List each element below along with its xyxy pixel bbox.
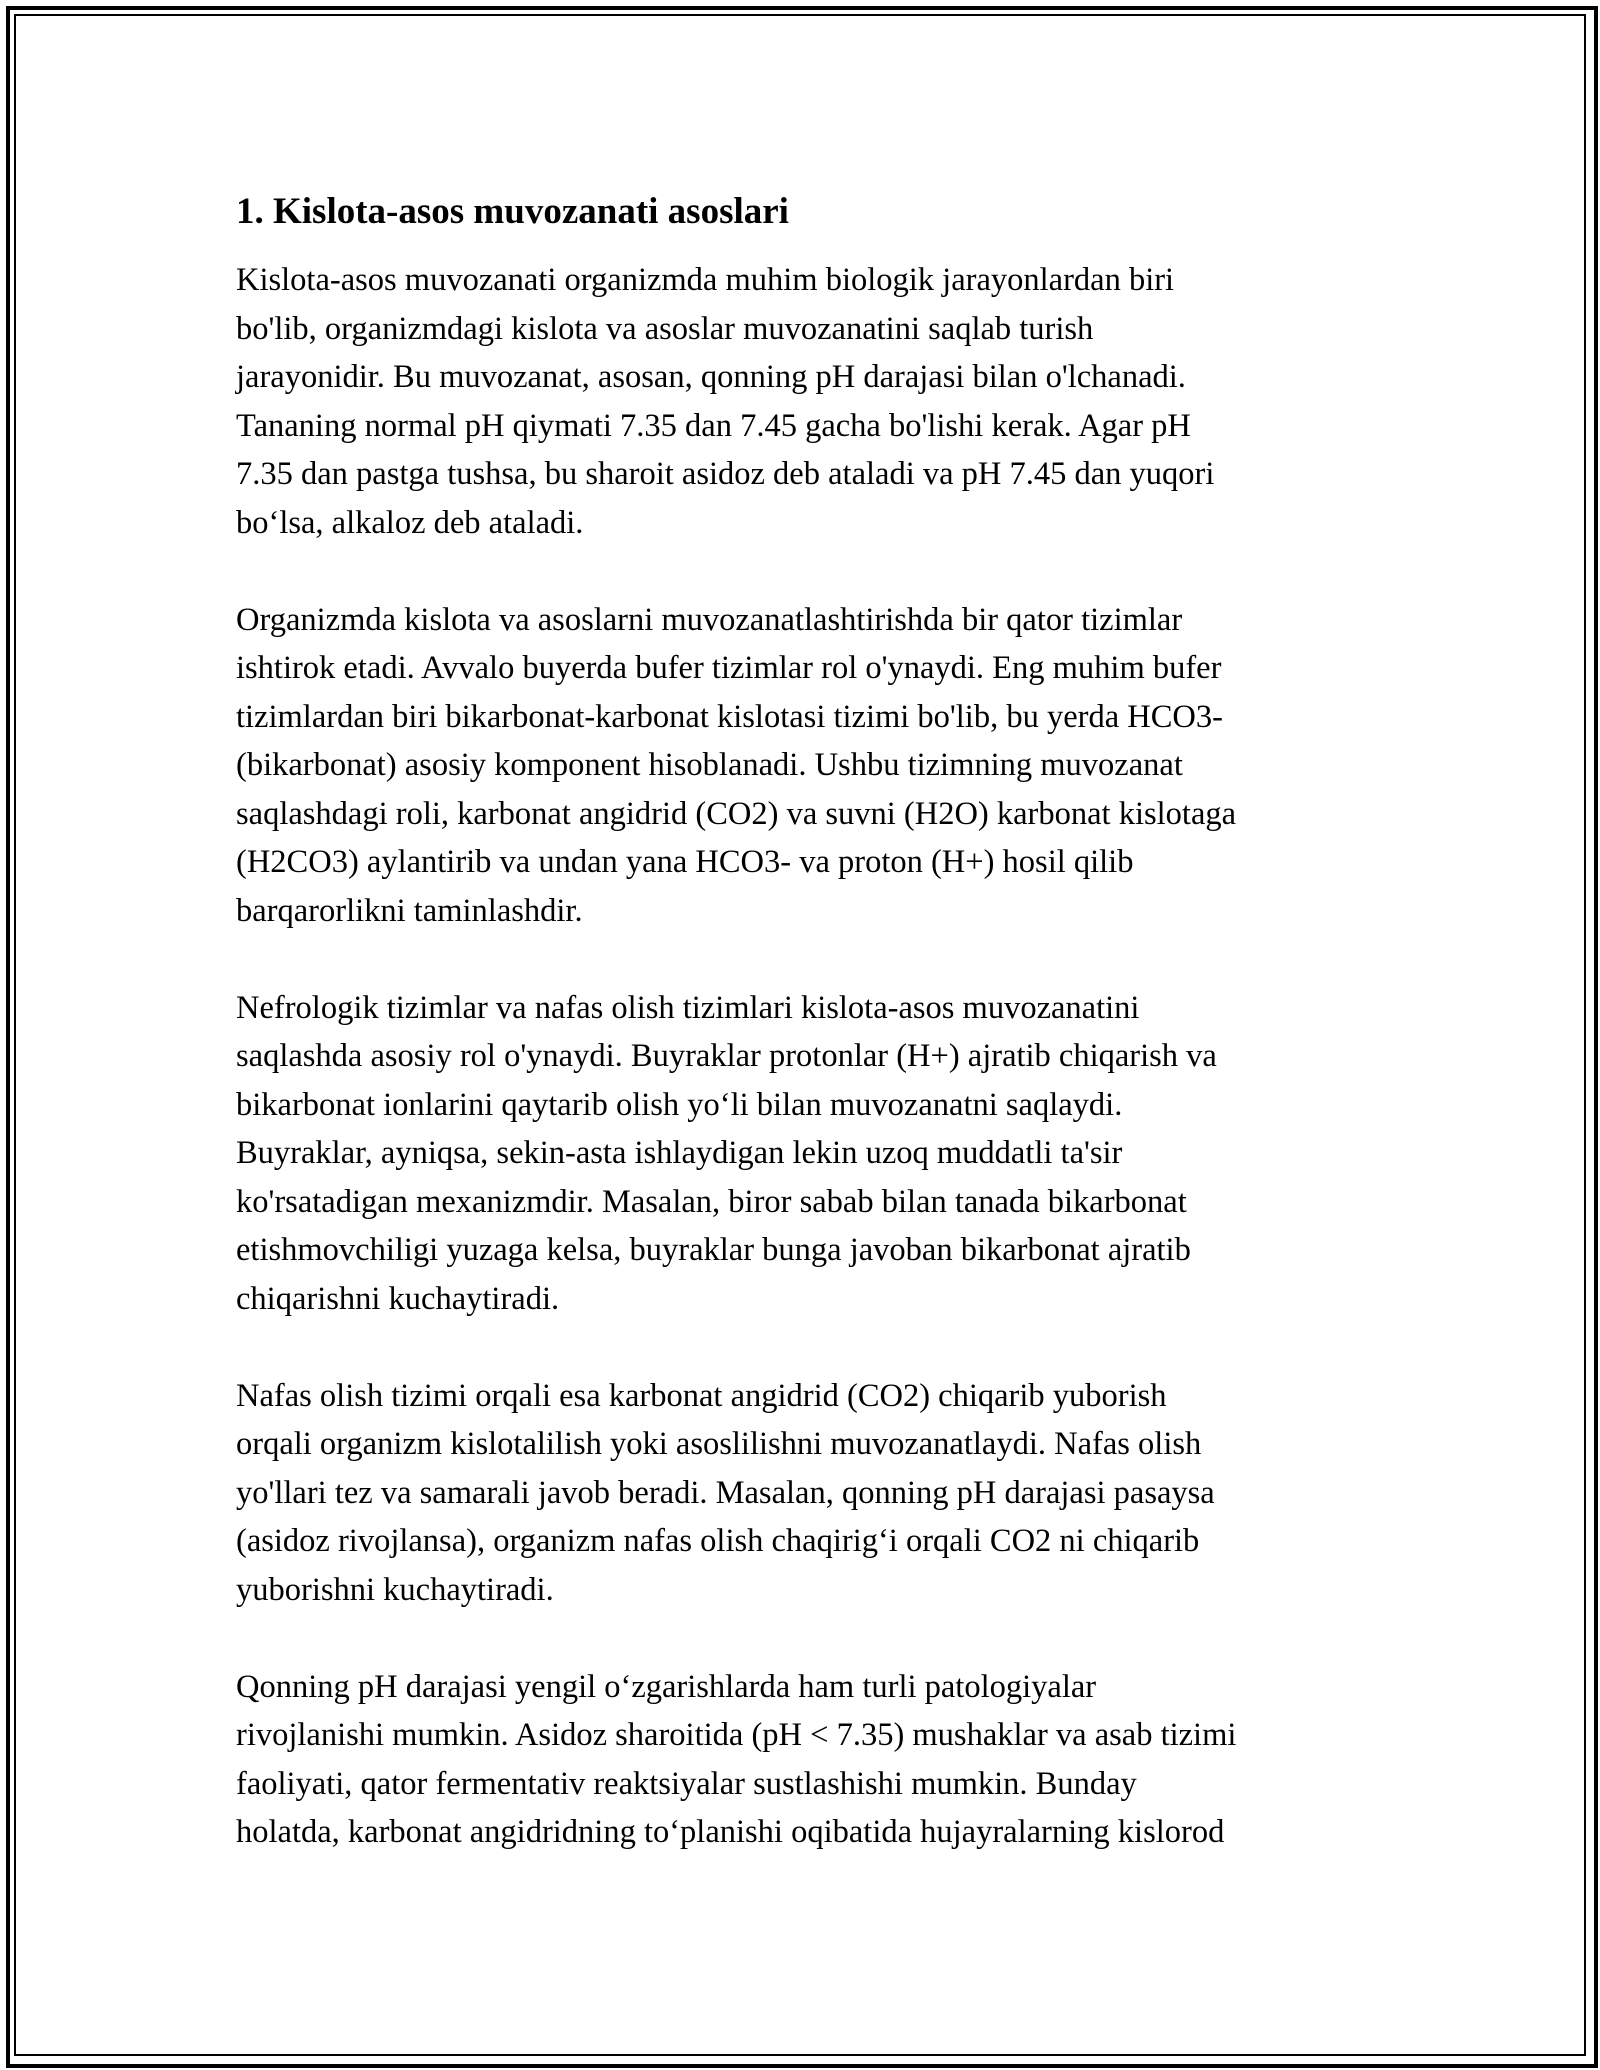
text-line: Tananing normal pH qiymati 7.35 dan 7.45 gacha bo'lishi kerak. Agar pH bbox=[236, 407, 1191, 444]
text-line: rivojlanishi mumkin. Asidoz sharoitida (pH < 7.35) mushaklar va asab tizimi bbox=[236, 1717, 1237, 1753]
paragraph-respiratory-system bbox=[236, 1372, 1366, 1615]
text-line: tizimlardan biri bikarbonat-karbonat kislotasi tizimi bo'lib, bu yerda HCO3- bbox=[236, 698, 1223, 735]
text-line: bo‘lsa, alkaloz deb ataladi. bbox=[236, 504, 584, 541]
section-heading: 1. Kislota-asos muvozanati asoslari bbox=[236, 191, 789, 232]
text-line: holatda, karbonat angidridning to‘planishi oqibatida hujayralarning kislorod bbox=[236, 1814, 1225, 1850]
paragraph-ph-pathology bbox=[236, 1663, 1366, 1857]
text-line: barqarorlikni taminlashdir. bbox=[236, 892, 583, 929]
text-line: 7.35 dan pastga tushsa, bu sharoit asidoz deb ataladi va pH 7.45 dan yuqori bbox=[236, 456, 1215, 492]
text-line: Nefrologik tizimlar va nafas olish tizimlari kislota-asos muvozanatini bbox=[236, 989, 1140, 1026]
text-line: bikarbonat ionlarini qaytarib olish yo‘li bilan muvozanatni saqlaydi. bbox=[236, 1086, 1123, 1123]
text-line: orqali organizm kislotalilish yoki asoslilishni muvozanatlaydi. Nafas olish bbox=[236, 1426, 1202, 1462]
text-line: etishmovchiligi yuzaga kelsa, buyraklar bunga javoban bikarbonat ajratib bbox=[236, 1232, 1191, 1268]
text-line: yo'llari tez va samarali javob beradi. Masalan, qonning pH darajasi pasaysa bbox=[236, 1474, 1215, 1511]
text-line: Organizmda kislota va asoslarni muvozanatlashtirishda bir qator tizimlar bbox=[236, 601, 1183, 638]
text-line: saqlashda asosiy rol o'ynaydi. Buyraklar protonlar (H+) ajratib chiqarish va bbox=[236, 1038, 1217, 1074]
paragraph-buffer-systems bbox=[236, 596, 1366, 936]
text-line: faoliyati, qator fermentativ reaktsiyalar sustlashishi mumkin. Bunday bbox=[236, 1765, 1137, 1802]
text-line: ishtirok etadi. Avvalo buyerda bufer tizimlar rol o'ynaydi. Eng muhim bufer bbox=[236, 650, 1222, 686]
text-line: (H2CO3) aylantirib va undan yana HCO3- va proton (H+) hosil qilib bbox=[236, 844, 1134, 880]
text-line: jarayonidir. Bu muvozanat, asosan, qonning pH darajasi bilan o'lchanadi. bbox=[236, 359, 1186, 395]
text-line: bo'lib, organizmdagi kislota va asoslar muvozanatini saqlab turish bbox=[236, 310, 1094, 347]
paragraph-acid-base-intro bbox=[236, 256, 1366, 547]
text-line: Nafas olish tizimi orqali esa karbonat angidrid (CO2) chiqarib yuborish bbox=[236, 1377, 1167, 1414]
text-line: (bikarbonat) asosiy komponent hisoblanadi. Ushbu tizimning muvozanat bbox=[236, 747, 1183, 783]
text-line: Qonning pH darajasi yengil o‘zgarishlarda ham turli patologiyalar bbox=[236, 1668, 1097, 1705]
text-line: chiqarishni kuchaytiradi. bbox=[236, 1280, 560, 1317]
text-line: Buyraklar, ayniqsa, sekin-asta ishlaydigan lekin uzoq muddatli ta'sir bbox=[236, 1135, 1123, 1171]
text-line: yuborishni kuchaytiradi. bbox=[236, 1571, 554, 1608]
document-body bbox=[236, 188, 1366, 1905]
text-line: Kislota-asos muvozanati organizmda muhim biologik jarayonlardan biri bbox=[236, 262, 1175, 298]
text-line: (asidoz rivojlansa), organizm nafas olish chaqirig‘i orqali CO2 ni chiqarib bbox=[236, 1523, 1200, 1559]
text-line: ko'rsatadigan mexanizmdir. Masalan, biror sabab bilan tanada bikarbonat bbox=[236, 1183, 1187, 1220]
paragraph-renal-respiratory bbox=[236, 984, 1366, 1324]
text-line: saqlashdagi roli, karbonat angidrid (CO2) va suvni (H2O) karbonat kislotaga bbox=[236, 795, 1237, 832]
